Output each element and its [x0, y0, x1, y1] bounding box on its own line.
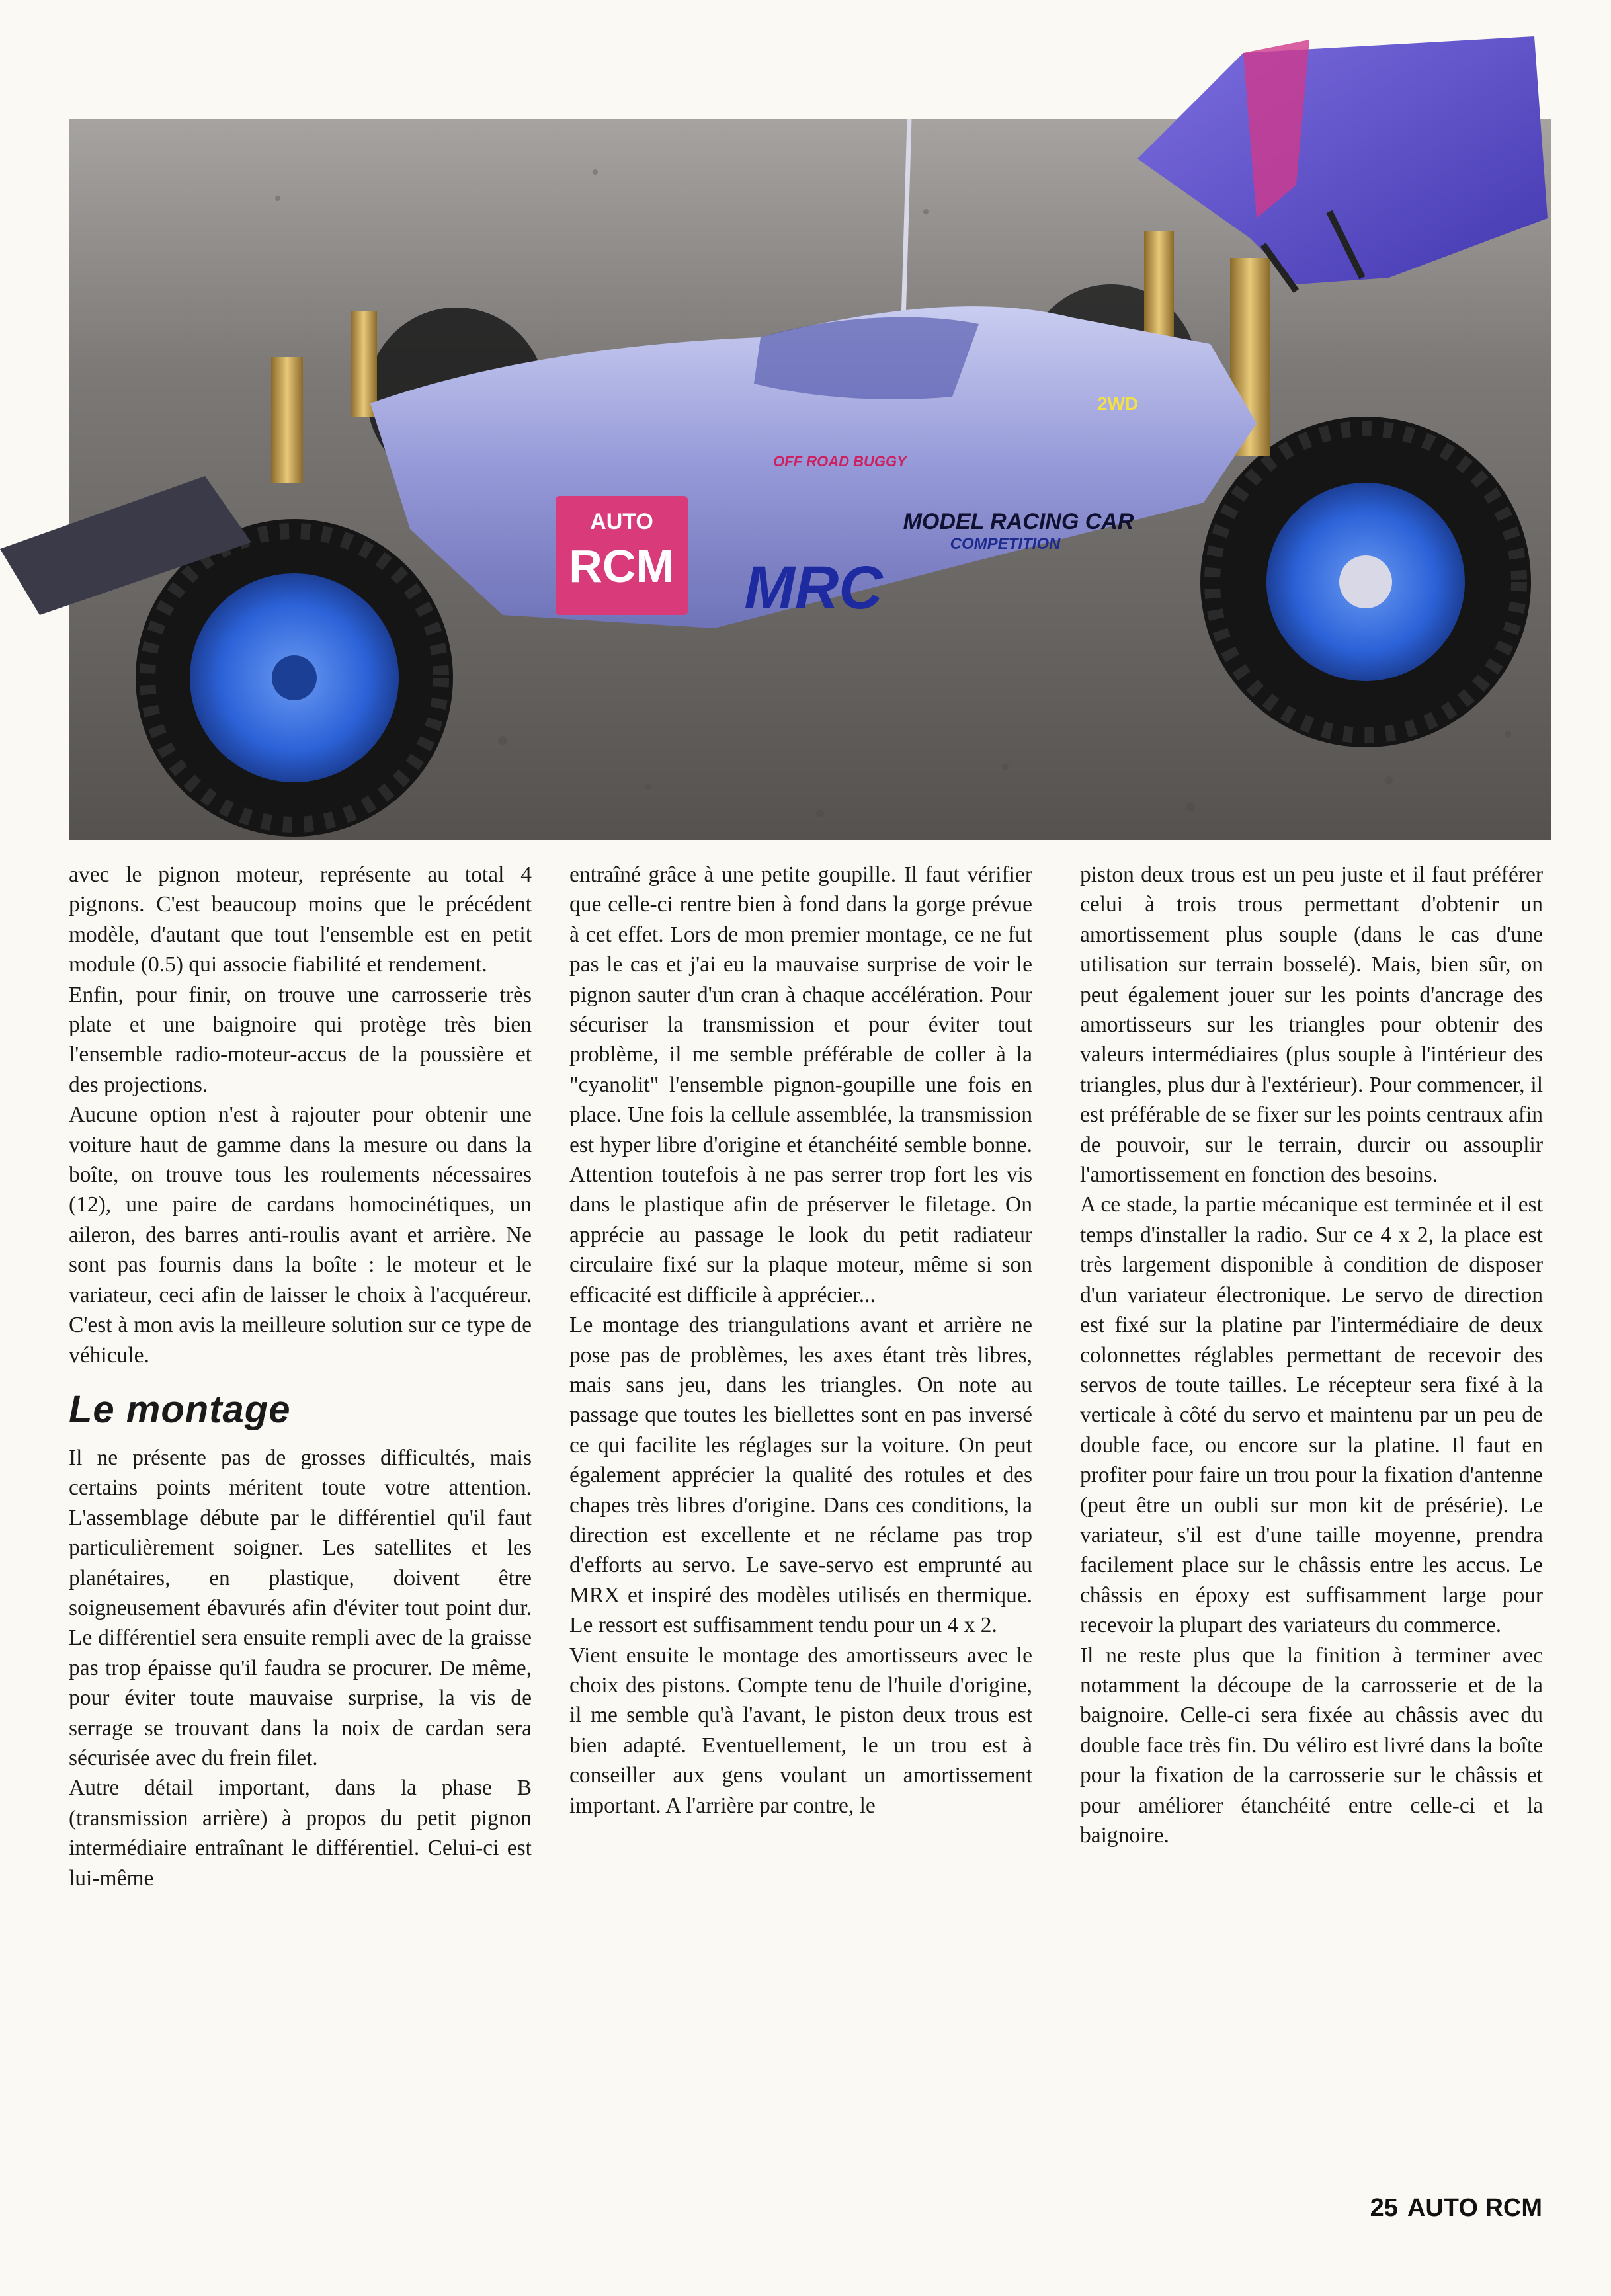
paragraph: Aucune option n'est à rajouter pour obtenir une voiture haut de gamme dans la mesure ou dans la boîte, on trouve tous les roulements nécessaires (12), une paire de cardans homocinétiques, un aileron, des barres anti-roulis avant et arrière. Ne sont pas fournis dans la boîte : le moteur et le variateur, ceci afin de laisser le choix à l'acquéreur. C'est à mon avis la meilleure solution sur ce type de véhicule.: [69, 1102, 532, 1368]
buggy-photo: [0, 0, 1611, 840]
decal-competition: COMPETITION: [950, 535, 1061, 553]
rear-wheel: [1200, 417, 1531, 747]
column-2: [569, 860, 1032, 1821]
page-footer: [1370, 2194, 1542, 2223]
paragraph: avec le pignon moteur, représente au total 4 pignons. C'est beaucoup moins que le précédent modèle, d'autant que tout l'ensemble est en petit module (0.5) qui associe fiabilité et rendement.: [69, 862, 532, 977]
magazine-name: AUTO RCM: [1407, 2194, 1542, 2222]
sticker-line1: AUTO: [590, 509, 653, 534]
paragraph: A ce stade, la partie mécanique est terminée et il est temps d'installer la radio. Sur ce 4 x 2, la place est très largement disponible à condition de disposer d'un variateur électronique. Le servo de direction est fixé sur la platine par l'intermédiaire de deux colonnettes réglables permettant de recevoir des servos de toute tailles. Le récepteur sera fixé à la verticale à côté du servo et maintenu par un peu de double face, ou encore sur la platine. Il faut en profiter pour faire un trou pour la fixation d'antenne (peut être un oubli sur mon kit de présérie). Le variateur, s'il est d'une taille moyenne, prendra facilement place sur le châssis entre les accus. Le châssis en époxy est suffisamment large pour recevoir la plupart des variateurs du commerce.: [1080, 1192, 1543, 1638]
sticker-line2: RCM: [569, 540, 675, 592]
decal-model: MODEL RACING CAR: [903, 509, 1134, 534]
paragraph: Il ne reste plus que la finition à terminer avec notamment la découpe de la carrosserie et de la baignoire. Celle-ci sera fixée au châssis avec du double face très fin. Du véliro est livré dans la boîte pour la fixation de la carrosserie sur le châssis et pour améliorer étanchéité entre celle-ci et la baignoire.: [1080, 1643, 1543, 1848]
paragraph: Autre détail important, dans la phase B (transmission arrière) à propos du petit pignon intermédiaire entraînant le différentiel. Celui-ci est lui-même: [69, 1776, 532, 1891]
front-wheel: [136, 519, 453, 837]
section-heading: Le montage: [69, 1387, 291, 1431]
paragraph: Vient ensuite le montage des amortisseurs avec le choix des pistons. Compte tenu de l'huile d'origine, il me semble qu'à l'avant, le piston deux trous est bien adapté. Eventuellement, le un trou est à conseiller aux gens voulant un amortissement important. A l'arrière par contre, le: [569, 1643, 1032, 1818]
decal-logo: MRC: [744, 554, 883, 622]
paragraph: Enfin, pour finir, on trouve une carrosserie très plate et une baignoire qui protège très bien l'ensemble radio-moteur-accus de la poussière et des projections.: [69, 982, 532, 1097]
decal-2wd: 2WD: [1096, 393, 1139, 414]
paragraph: Le montage des triangulations avant et arrière ne pose pas de problèmes, les axes étant très libres, mais sans jeu, dans les triangles. On note au passage que toutes les biellettes sont en pas inversé ce qui facilite les réglages sur la voiture. On peut également apprécier la qualité des rotules et des chapes très libres d'origine. Dans ces conditions, la direction est excellente et ne réclame pas trop d'efforts au servo. Le save-servo est emprunté au MRX et inspiré des modèles utilisés en thermique. Le ressort est suffisamment tendu pour un 4 x 2.: [569, 1313, 1032, 1638]
paragraph: piston deux trous est un peu juste et il faut préférer celui à trois trous permettant d'obtenir un amortissement plus souple (dans le cas d'une utilisation sur terrain bosselé). Mais, bien sûr, on peut également jouer sur les points d'ancrage des amortisseurs sur les triangles pour obtenir des valeurs intermédiaires (plus souple à l'intérieur des triangles, plus dur à l'extérieur). Pour commencer, il est préférable de se fixer sur les points centraux afin de pouvoir, sur le terrain, durcir ou assouplir l'amortissement en fonction des besoins.: [1080, 862, 1543, 1188]
paragraph: Il ne présente pas de grosses difficultés, mais certains points méritent toute votre attention. L'assemblage débute par le différentiel qu'il faut particulièrement soigner. Les satellites et les planétaires, en plastique, doivent être soigneusement ébavurés afin d'éviter tout point dur. Le différentiel sera ensuite rempli avec de la graisse pas trop épaisse qu'il faudra se procurer. De même, pour éviter toute mauvaise surprise, la vis de serrage se trouvant dans la noix de cardan sera sécurisée avec du frein filet.: [69, 1445, 532, 1770]
column-3: [1080, 860, 1543, 1850]
page-number: 25: [1370, 2194, 1398, 2222]
paragraph: entraîné grâce à une petite goupille. Il faut vérifier que celle-ci rentre bien à fond dans la gorge prévue à cet effet. Lors de mon premier montage, ce ne fut pas le cas et j'ai eu la mauvaise surprise de voir le pignon sauter d'un cran à chaque accélération. Pour sécuriser la transmission et pour éviter tout problème, il me semble préférable de coller à la "cyanolit" l'ensemble pignon-goupille une fois en place. Une fois la cellule assemblée, la transmission est hyper libre d'origine et étanchéité semble bonne. Attention toutefois à ne pas serrer trop fort les vis dans le plastique afin de préserver le filetage. On apprécie au passage le look du petit radiateur circulaire fixé sur la plaque moteur, même si son efficacité est difficile à apprécier...: [569, 862, 1032, 1307]
column-1: [69, 860, 532, 1893]
decal-buggy: OFF ROAD BUGGY: [773, 453, 907, 470]
